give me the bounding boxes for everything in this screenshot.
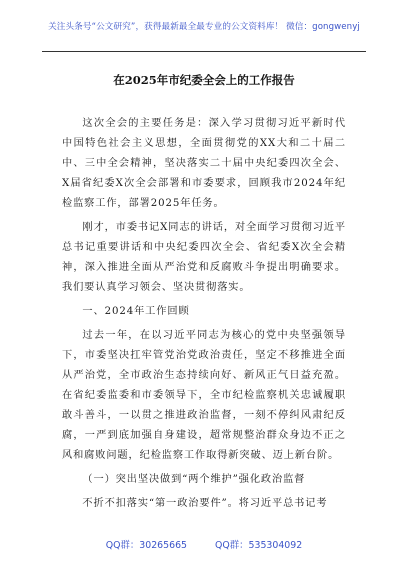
header-notice: 关注头条号“公文研究”，获得最新最全最专业的公文资料库！ 微信：gongwenyj [48, 22, 360, 32]
subsection-paragraph: 不折不扣落实“第一政治要件”。将习近平总书记考 [82, 498, 328, 509]
header-divider [42, 51, 366, 52]
document-title: 在2025年市纪委全会上的工作报告 [113, 73, 295, 87]
footer-qq-group-1: QQ群：30265665 [105, 540, 188, 551]
footer-qq-group-2: QQ群：535304092 [215, 540, 303, 551]
section-heading: 一、2024年工作回顾 [82, 306, 190, 317]
intro-paragraph: 这次全会的主要任务是：深入学习贯彻习近平新时代中国特色社会主义思想，全面贯彻党的XX大和二十届二中、三中全会精神，坚决落实二十届中央纪委四次全会、X届省纪委X次全会部署和市委要求，回顾我市2024年纪检监察工作，部署2025年任务。 [62, 118, 346, 209]
review-paragraph: 过去一年，在以习近平同志为核心的党中央坚强领导下，市委坚决扛牢管党治党政治责任，坚定不移推进全面从严治党，全市政治生态持续向好、新风正气日益充盈。在省纪委监委和市委领导下，全市纪检监察机关忠诚履职敢斗善斗，一以贯之推进政治监督，一刻不停纠风肃纪反腐，一严到底加强自身建设，超常规整治群众身边不正之风和腐败问题，纪检监察工作取得新突破、迈上新台阶。 [62, 330, 346, 461]
footer [0, 537, 408, 551]
subsection-heading: （一）突出坚决做到“两个维护”强化政治监督 [82, 474, 306, 485]
document-body [62, 114, 346, 518]
speech-paragraph: 刚才，市委书记X同志的讲话，对全面学习贯彻习近平总书记重要讲话和中央纪委四次全会、省纪委X次全会精神，深入推进全面从严治党和反腐败斗争提出明确要求。我们要认真学习领会、坚决贯彻落实。 [62, 222, 346, 293]
